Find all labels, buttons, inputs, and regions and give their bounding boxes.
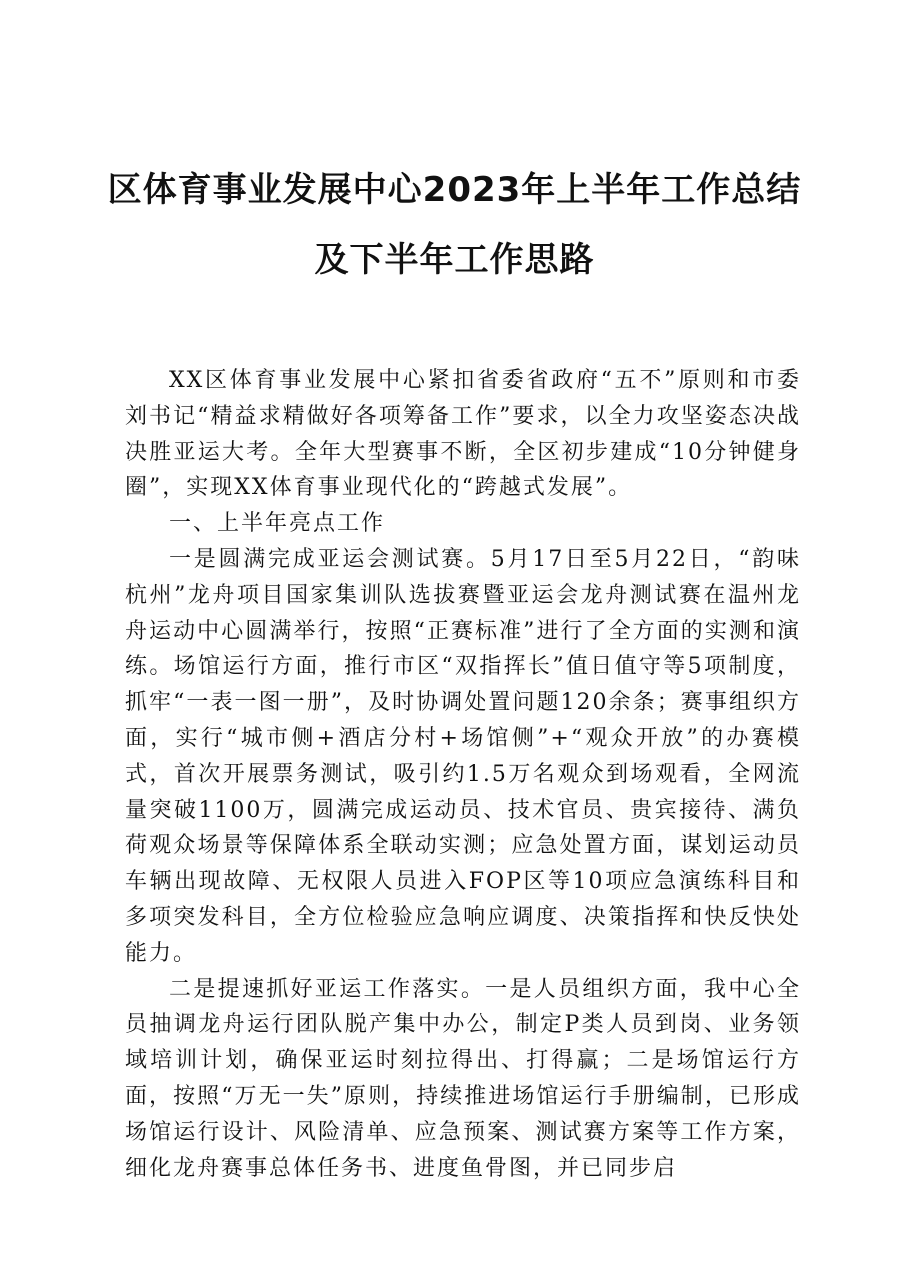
document-title-line-1: 区体育事业发展中心2023年上半年工作总结 bbox=[107, 170, 802, 210]
section-heading-first-half-highlights: 一、上半年亮点工作 bbox=[169, 511, 386, 537]
paragraph-test-event: 一是圆满完成亚运会测试赛。5月17日至5月22日，“韵味杭州”龙舟项目国家集训队选拔赛暨亚运会龙舟测试赛在温州龙舟运动中心圆满举行，按照“正赛标准”进行了全方面的实测和演练。场馆运行方面，推行市区“双指挥长”值日值守等5项制度，抓牢“一表一图一册”，及时协调处置问题120余条；赛事组织方面，实行“城市侧+酒店分村+场馆侧”+“观众开放”的办赛模式，首次开展票务测试，吸引约1.5万名观众到场观看，全网流量突破1100万，圆满完成运动员、技术官员、贵宾接待、满负荷观众场景等保障体系全联动实测；应急处置方面，谋划运动员车辆出现故障、无权限人员进入FOP区等10项应急演练科目和多项突发科目，全方位检验应急响应调度、决策指挥和快反快处能力。 bbox=[125, 546, 801, 966]
document-body bbox=[125, 363, 801, 1186]
intro-paragraph: XX区体育事业发展中心紧扣省委省政府“五不”原则和市委刘书记“精益求精做好各项筹备工作”要求，以全力攻坚姿态决战决胜亚运大考。全年大型赛事不断，全区初步建成“10分钟健身圈”，实现XX体育事业现代化的“跨越式发展”。 bbox=[125, 368, 801, 501]
document-title-line-2: 及下半年工作思路 bbox=[314, 240, 595, 280]
paragraph-asian-games-work: 二是提速抓好亚运工作落实。一是人员组织方面，我中心全员抽调龙舟运行团队脱产集中办公，制定P类人员到岗、业务领域培训计划，确保亚运时刻拉得出、打得赢；二是场馆运行方面，按照“万无一失”原则，持续推进场馆运行手册编制，已形成场馆运行设计、风险清单、应急预案、测试赛方案等工作方案，细化龙舟赛事总体任务书、进度鱼骨图，并已同步启 bbox=[125, 976, 801, 1181]
